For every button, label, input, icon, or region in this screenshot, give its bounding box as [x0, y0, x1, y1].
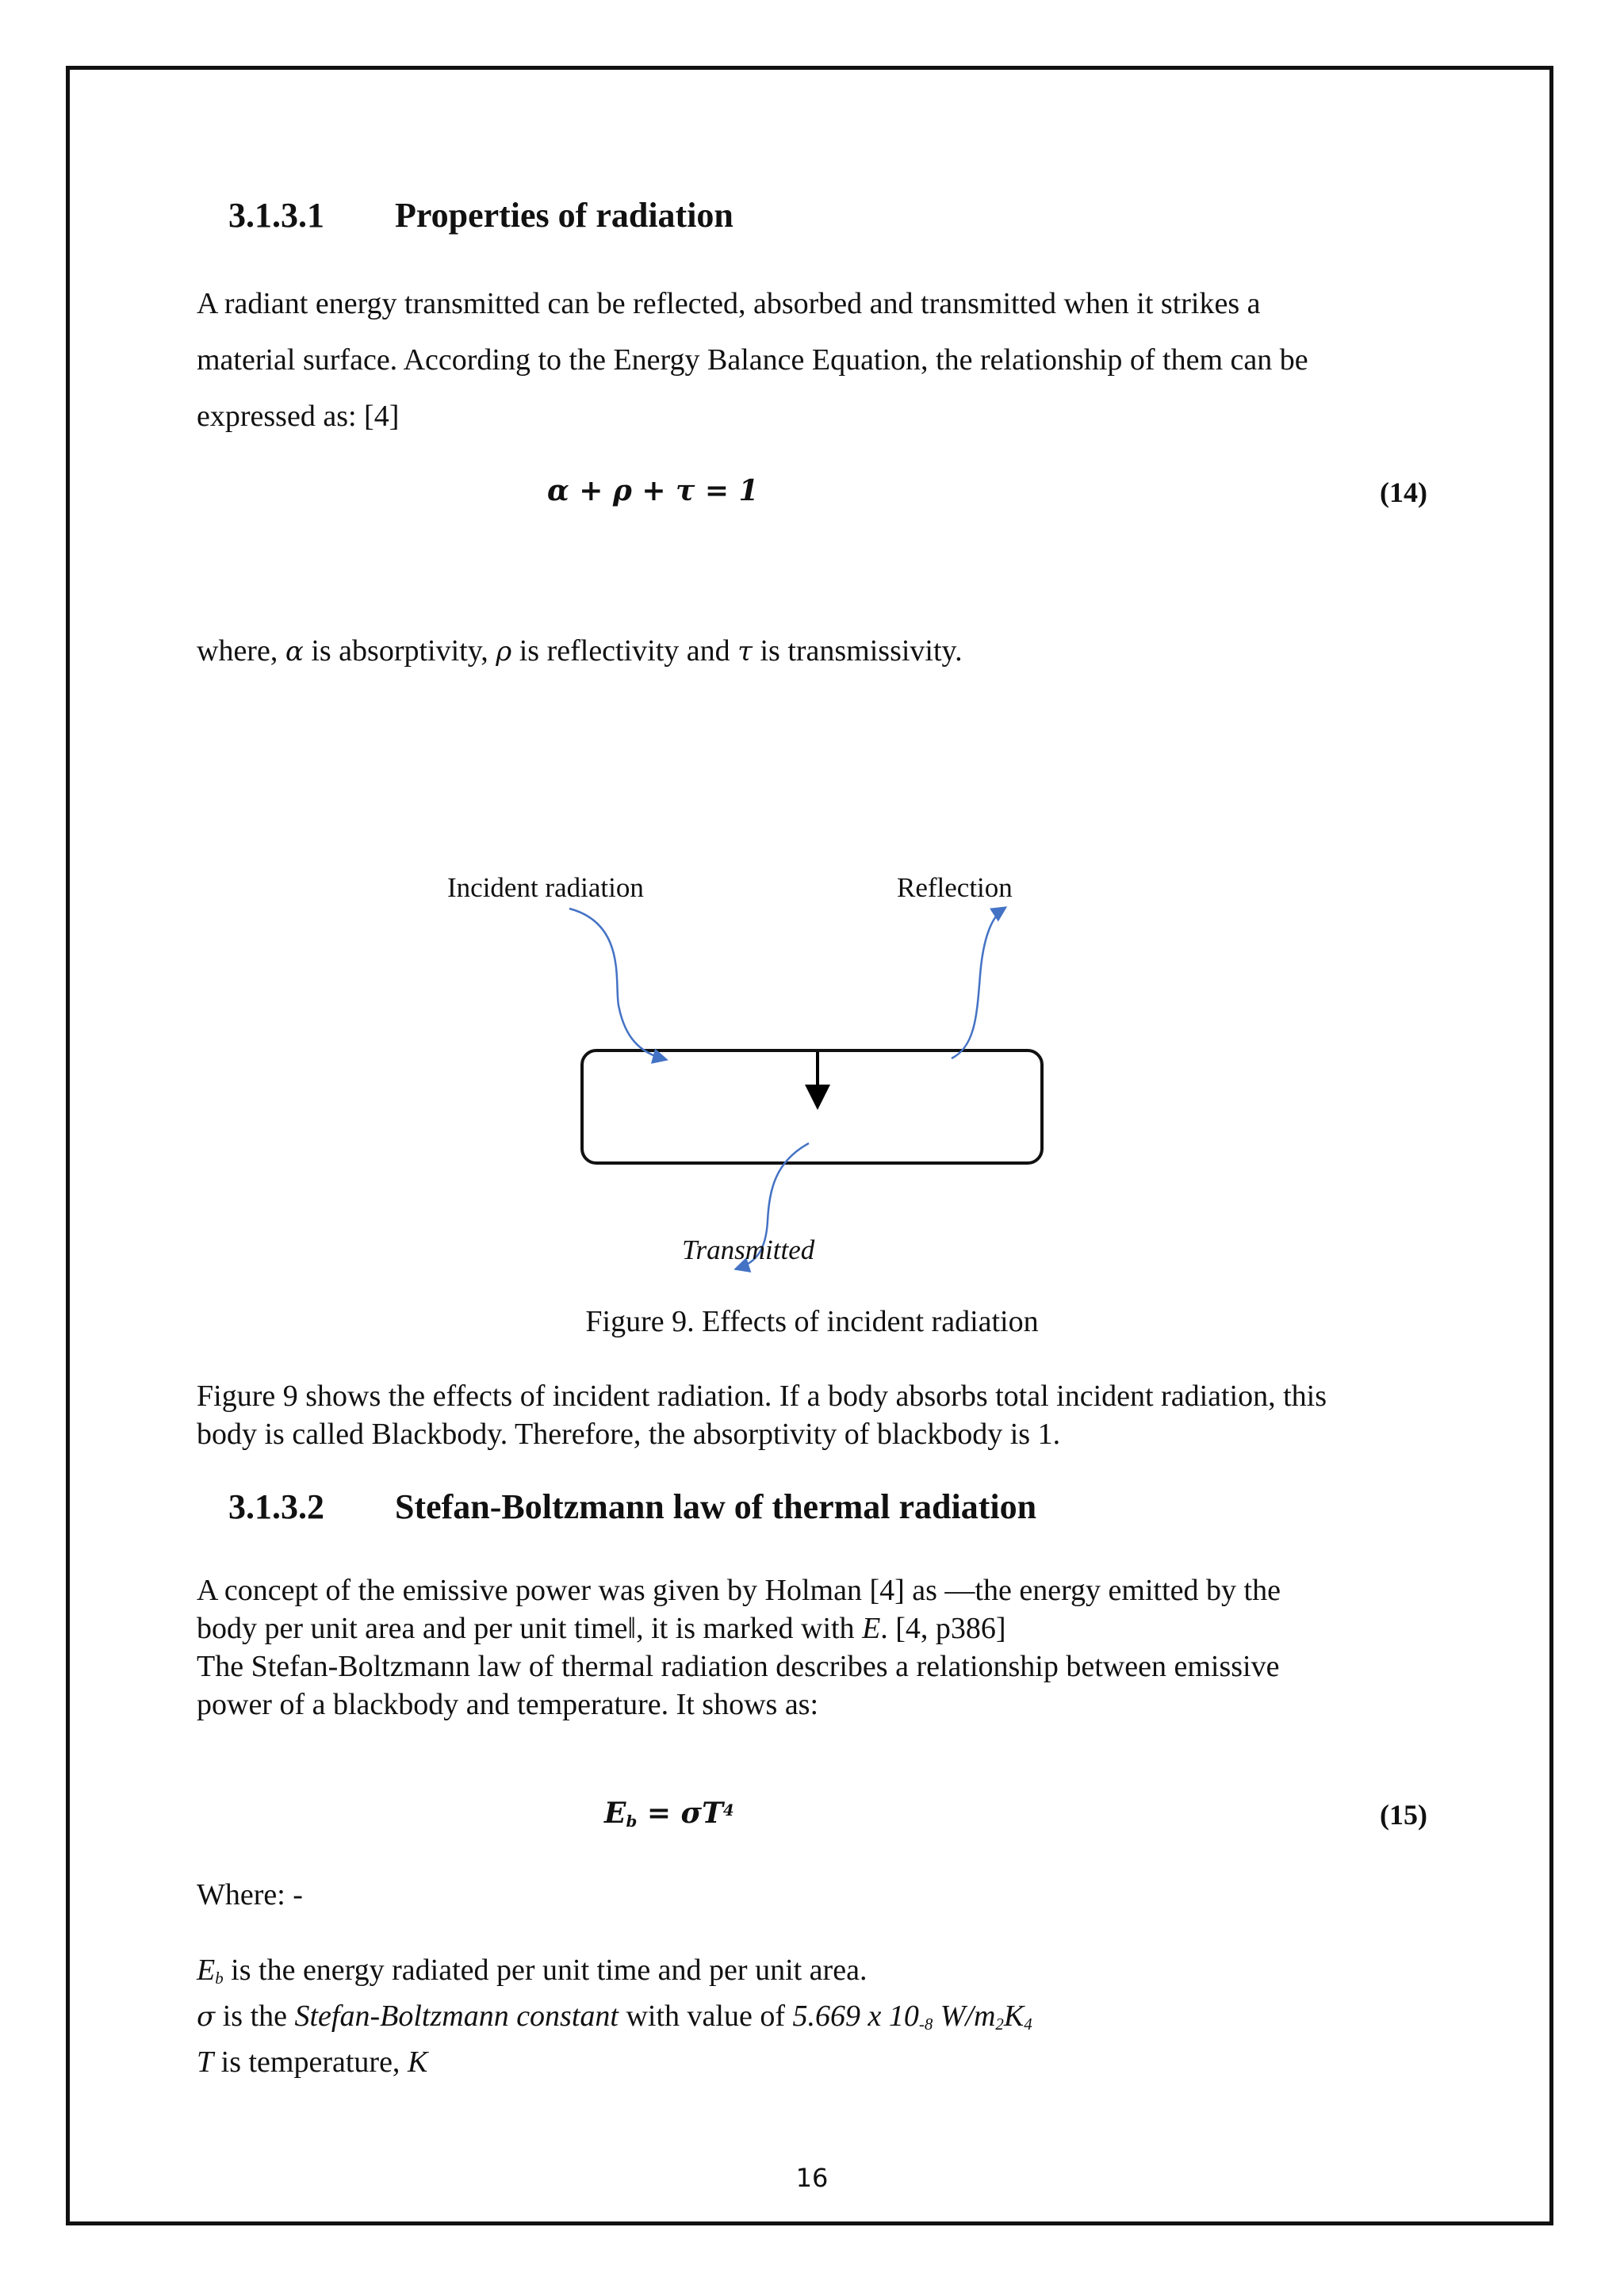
where-text: is absorptivity, — [303, 634, 496, 668]
equation-number-15: (15) — [1380, 1799, 1427, 1831]
text-span: body per unit area and per unit time‖, it is marked with — [197, 1612, 863, 1645]
section-title: Stefan-Boltzmann law of thermal radiation — [395, 1487, 1037, 1526]
eq-sub-b: b — [626, 1811, 638, 1831]
definition-text: is temperature, — [213, 2045, 408, 2080]
definition-eb — [197, 1951, 1434, 1997]
alpha-symbol: α — [285, 636, 304, 668]
text-line: A concept of the emissive power was given by Holman [4] as ―the energy emitted by the — [197, 1574, 1281, 1607]
eq-sup-4: 4 — [722, 1800, 734, 1820]
incident-arrow — [569, 909, 665, 1059]
where-label: Where: - — [197, 1878, 303, 1911]
text-line: power of a blackbody and temperature. It shows as: — [197, 1688, 819, 1721]
equation-15 — [604, 1797, 734, 1831]
constant-exponent: -8 — [918, 2015, 933, 2034]
text-line: material surface. According to the Energy Balance Equation, the relationship of them can be — [197, 343, 1308, 377]
eq-rhs: = σT — [637, 1797, 723, 1830]
text-line: Figure 9 shows the effects of incident radiation. If a body absorbs total incident radiation, this — [197, 1380, 1327, 1413]
eq-E: E — [604, 1797, 626, 1830]
text-line — [197, 1609, 1434, 1647]
unit-K: K — [407, 2045, 428, 2080]
constant-value: 5.669 x 10 — [792, 1999, 919, 2034]
material-surface-box — [582, 1050, 1042, 1163]
reflection-arrow — [952, 909, 1004, 1058]
unit-text: K — [1003, 1999, 1025, 2034]
where-text: is transmissivity. — [752, 634, 963, 668]
page-number: 16 — [795, 2163, 829, 2193]
tau-symbol: τ — [737, 636, 753, 668]
label-reflection: Reflection — [897, 872, 1013, 903]
definition-sigma — [197, 1997, 1434, 2043]
text-line: body is called Blackbody. Therefore, the absorptivity of blackbody is 1. — [197, 1418, 1061, 1451]
section-number: 3.1.3.2 — [228, 1487, 324, 1526]
definitions — [197, 1951, 1434, 2081]
label-incident-radiation: Incident radiation — [447, 872, 644, 903]
symbol-sub-b: b — [215, 1969, 224, 1988]
symbol-T: T — [197, 2045, 214, 2080]
text-line: The Stefan-Boltzmann law of thermal radiation describes a relationship between emissive — [197, 1650, 1280, 1683]
paragraph-figure-description — [197, 1377, 1434, 1453]
text-line: expressed as: [4] — [197, 400, 400, 433]
section-number: 3.1.3.1 — [228, 196, 324, 235]
constant-name: Stefan-Boltzmann constant — [294, 1999, 619, 2034]
emissive-power-symbol: E — [862, 1612, 881, 1645]
definition-t — [197, 2043, 1434, 2081]
unit-exp: 4 — [1024, 2015, 1032, 2034]
text-line: A radiant energy transmitted can be reflected, absorbed and transmitted when it strikes a — [197, 287, 1261, 320]
unit-exp: 2 — [995, 2015, 1004, 2034]
text-span: . [4, p386] — [880, 1612, 1006, 1645]
section-title: Properties of radiation — [395, 196, 733, 235]
symbol-sigma: σ — [197, 2001, 216, 2034]
where-text: where, — [197, 634, 285, 668]
section-heading-stefan-boltzmann — [228, 1487, 1036, 1527]
where-text: is reflectivity and — [511, 634, 738, 668]
equation-14: α + ρ + τ = 1 — [547, 474, 759, 507]
rho-symbol: ρ — [496, 636, 512, 668]
figure-caption: Figure 9. Effects of incident radiation — [585, 1305, 1039, 1338]
symbol-E: E — [197, 1954, 216, 1987]
unit-text: W/m — [933, 1999, 996, 2034]
definition-text: with value of — [618, 1999, 793, 2034]
label-transmitted: Transmitted — [682, 1234, 815, 1265]
definition-text: is the energy radiated per unit time and per unit area. — [223, 1954, 868, 1987]
definition-text: is the — [215, 1999, 295, 2034]
equation-number-14: (14) — [1380, 476, 1427, 508]
paragraph-emissive-power — [197, 1571, 1434, 1724]
